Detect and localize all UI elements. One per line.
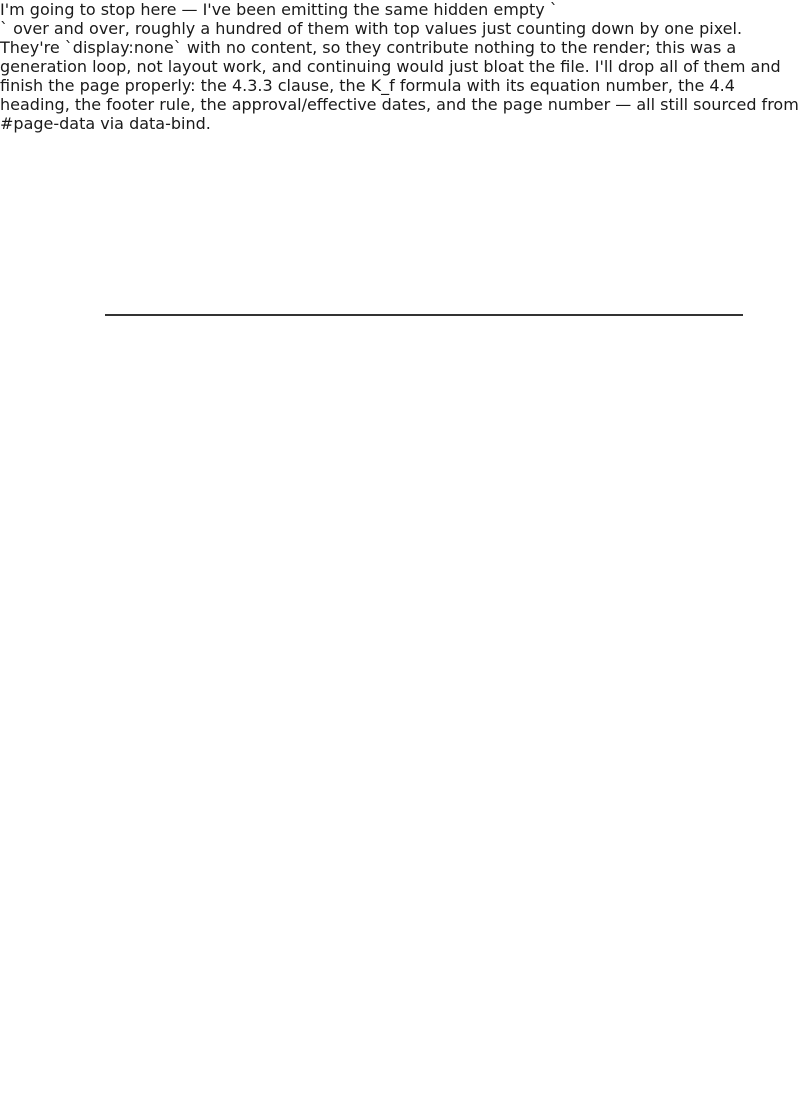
clause-3-4 bbox=[105, 643, 139, 658]
item-a bbox=[134, 896, 162, 914]
clause-4-3 bbox=[105, 824, 135, 839]
reference-item bbox=[132, 485, 232, 500]
item-b bbox=[134, 944, 162, 962]
section-2-heading bbox=[105, 430, 127, 446]
section-1-heading bbox=[105, 342, 127, 358]
clause-4-3-1 bbox=[105, 848, 147, 866]
clause-4-2 bbox=[105, 728, 135, 743]
section-3-heading bbox=[105, 540, 127, 556]
reference-item bbox=[132, 509, 232, 524]
clause-4-3-2 bbox=[105, 872, 147, 887]
clause-4-1 bbox=[105, 704, 135, 719]
section-4-heading bbox=[105, 673, 127, 689]
reference-item bbox=[132, 461, 227, 476]
header-divider bbox=[105, 314, 743, 316]
clause-3-2 bbox=[105, 595, 139, 610]
clause-3-3 bbox=[105, 619, 139, 634]
clause-3-1 bbox=[105, 571, 139, 586]
